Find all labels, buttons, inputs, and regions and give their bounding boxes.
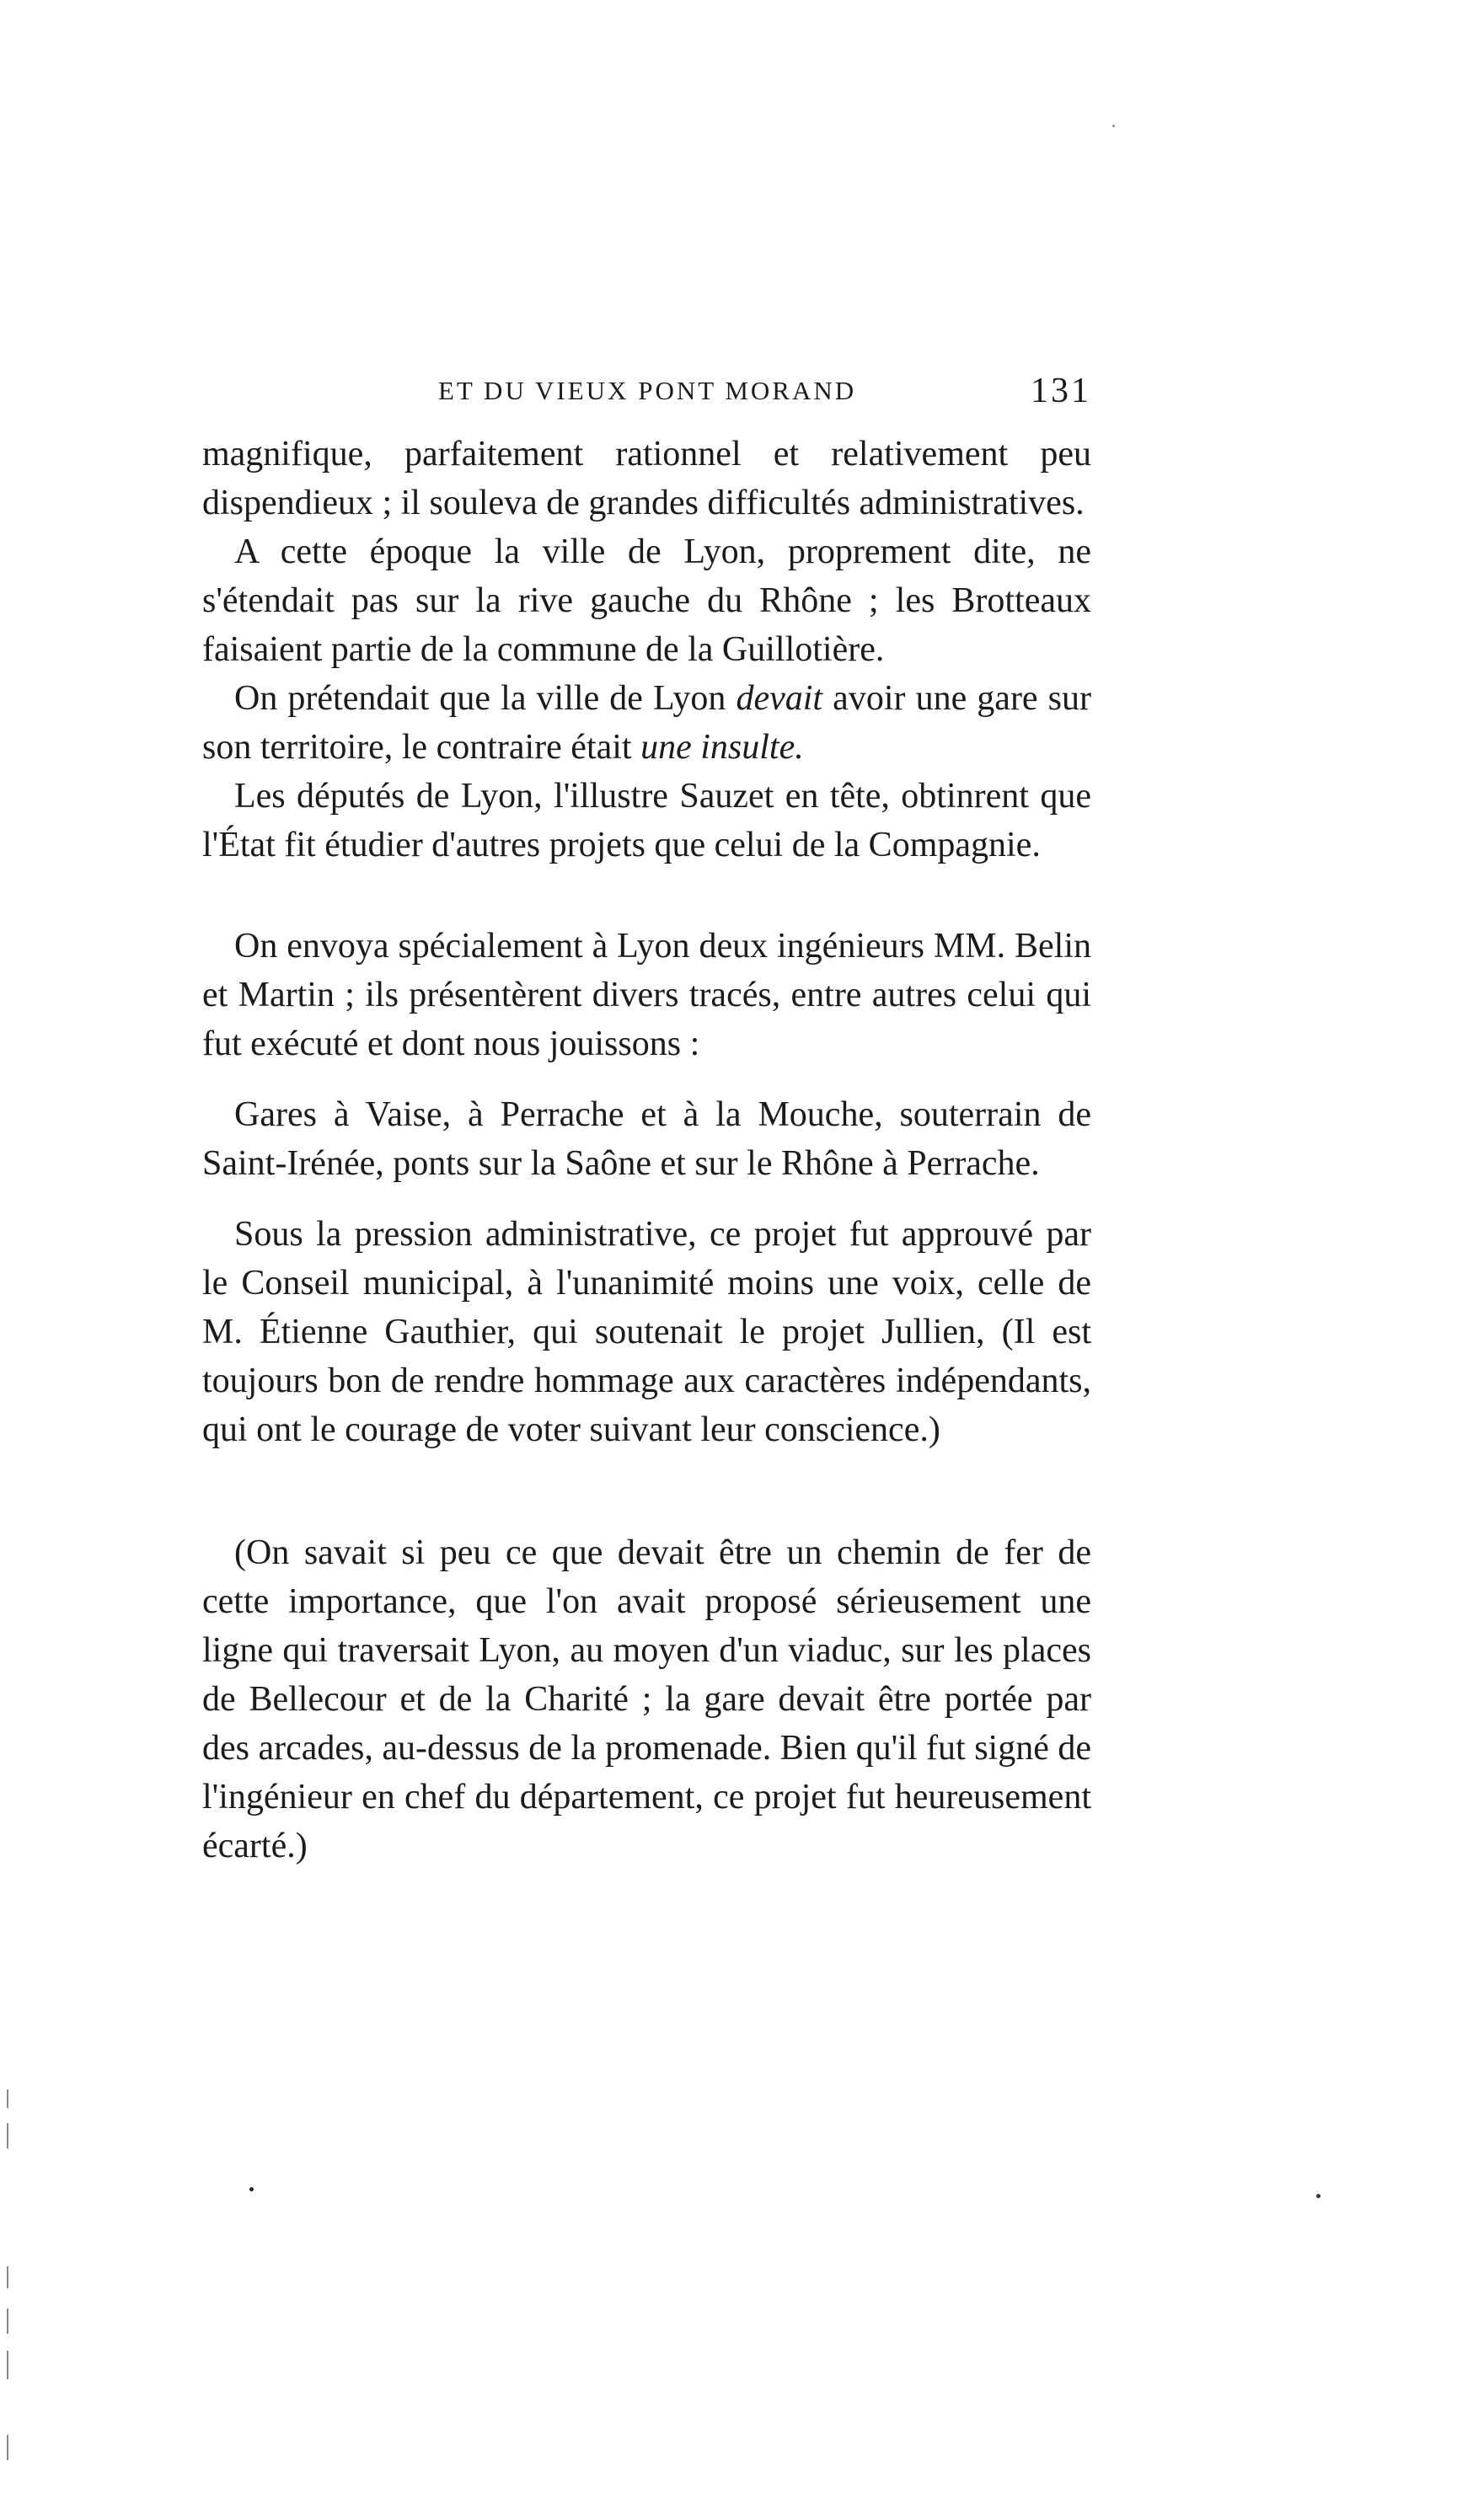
paragraph-5: On envoya spécialement à Lyon deux ingénieurs MM. Belin et Martin ; ils présentèrent divers tracés, entre autres celui qui fut exécuté et dont nous jouissons : — [202, 927, 1091, 1063]
paragraph-6: Gares à Vaise, à Perrache et à la Mouche, souterrain de Saint-Irénée, ponts sur la Saône et sur le Rhône à Perrache. — [202, 1095, 1091, 1183]
scan-speck — [1316, 2194, 1320, 2198]
paragraph-3-text-a: On prétendait que la ville de Lyon — [234, 679, 737, 718]
body-text — [202, 430, 1091, 1870]
scan-mark — [7, 2123, 8, 2148]
page-number: 131 — [1031, 372, 1091, 410]
running-head — [202, 371, 1091, 421]
paragraph-1: magnifique, parfaitement rationnel et relativement peu dispendieux ; il souleva de grandes difficultés administratives. — [202, 435, 1091, 522]
running-title: ET DU VIEUX PONT MORAND — [438, 376, 857, 405]
scan-mark — [7, 2309, 8, 2334]
paragraph-3-emphasis-devait: devait — [736, 679, 823, 718]
paragraph-3 — [202, 674, 1091, 772]
scan-speck — [249, 2187, 254, 2191]
scan-mark — [7, 2266, 8, 2288]
paragraph-3-text-b: avoir une gare sur son territoire, le contraire était — [202, 679, 1091, 767]
scan-mark — [7, 2351, 8, 2379]
paragraph-7: Sous la pression administrative, ce projet fut approuvé par le Conseil municipal, à l'unanimité moins une voix, celle de M. Étienne Gauthier, qui soutenait le projet Jullien, (Il est toujours bon de rendre hommage aux caractères indépendants, qui ont le courage de voter suivant leur conscience.) — [202, 1215, 1091, 1449]
paragraph-2: A cette époque la ville de Lyon, proprement dite, ne s'étendait pas sur la rive gauche du Rhône ; les Brotteaux faisaient partie de la commune de la Guillotière. — [202, 532, 1091, 669]
scan-mark — [7, 2435, 8, 2460]
paragraph-8: (On savait si peu ce que devait être un chemin de fer de cette importance, que l'on avait proposé sérieusement une ligne qui traversait Lyon, au moyen d'un viaduc, sur les places de Bellecour et de la Charité ; la gare devait être portée par des arcades, au-dessus de la promenade. Bien qu'il fut signé de l'ingénieur en chef du département, ce projet fut heureusement écarté.) — [202, 1533, 1091, 1865]
scan-speck — [1112, 125, 1115, 127]
paragraph-4: Les députés de Lyon, l'illustre Sauzet en tête, obtinrent que l'État fit étudier d'autres projets que celui de la Compagnie. — [202, 777, 1091, 864]
scan-mark — [7, 2089, 8, 2108]
paragraph-3-emphasis-insulte: une insulte. — [640, 728, 804, 767]
